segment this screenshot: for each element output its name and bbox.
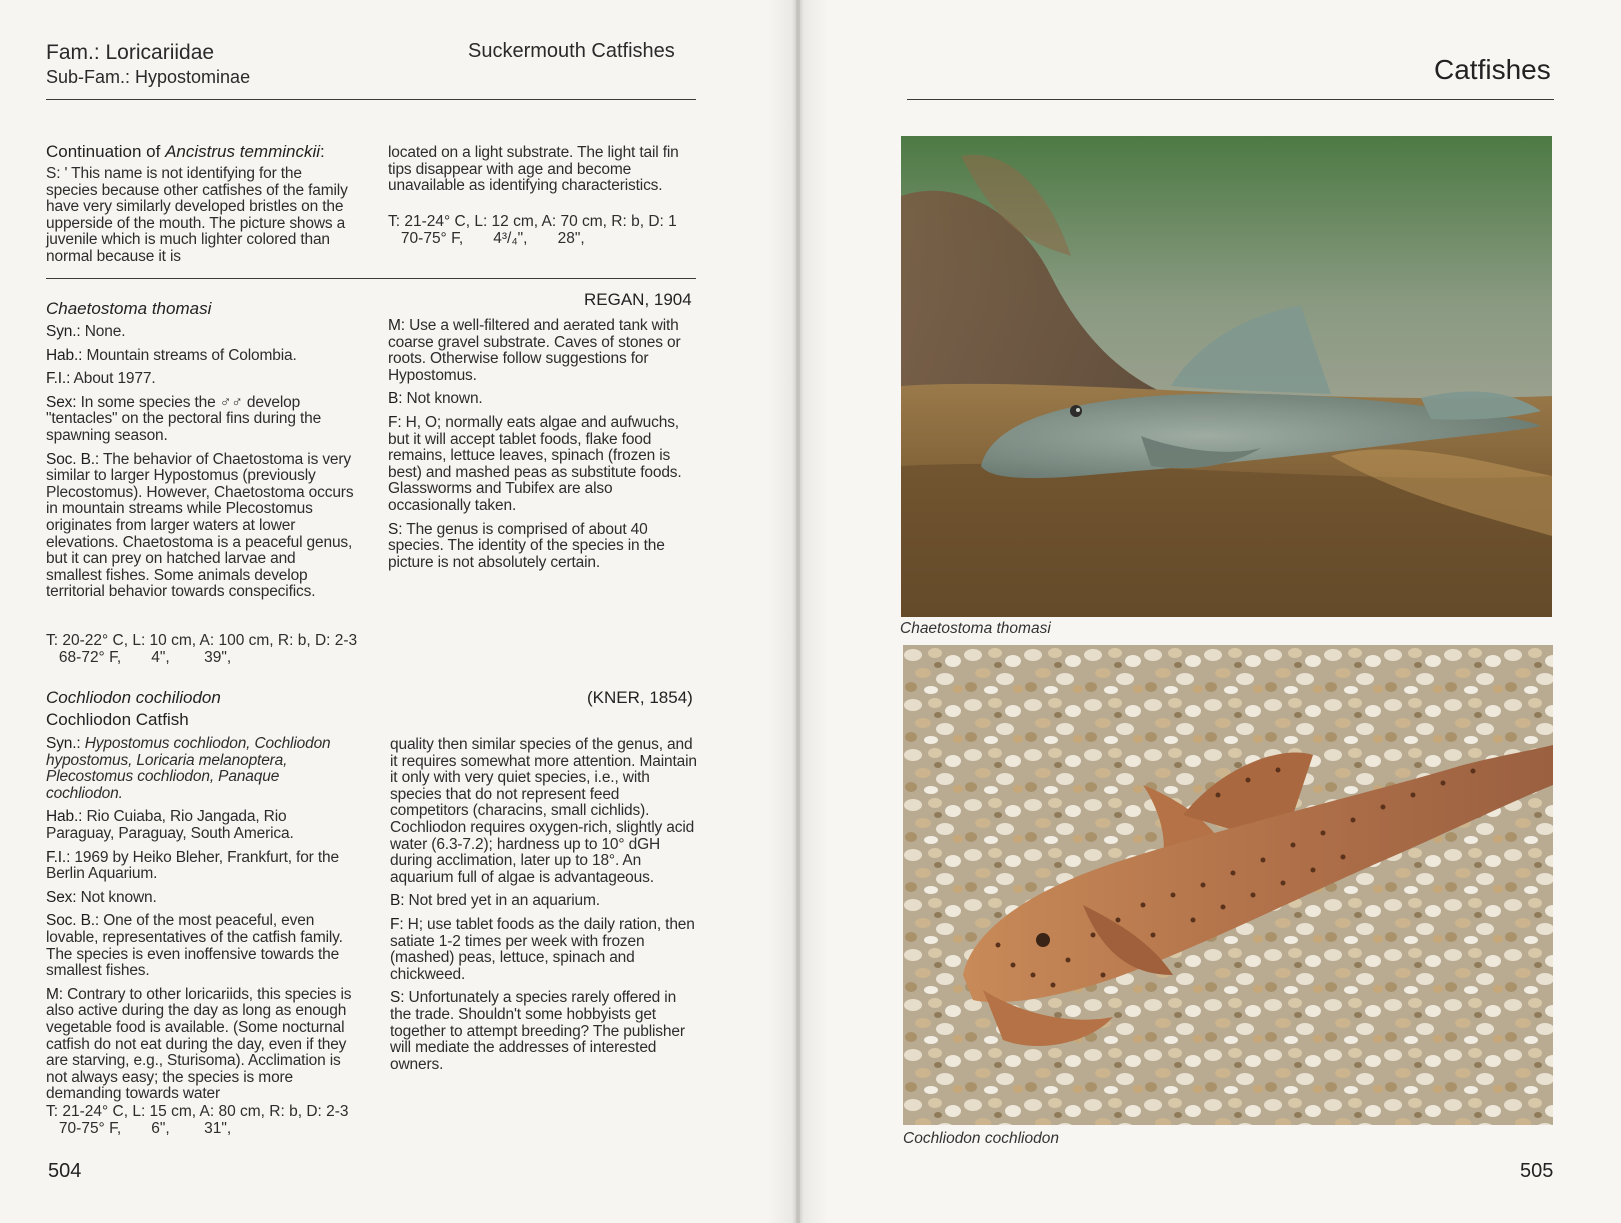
f-value: H; use tablet foods as the daily ration, then satiate 1-2 times per week with frozen (mashed) peas, lettuce, spinach and chickweed. [390,915,695,983]
chaetostoma-col2 [388,318,696,578]
f-value: H, O; normally eats algae and aufwuchs, but it will accept tablet foods, flake food remains, lettuce leaves, spinach (frozen is best) and mashed peas as substitute foods. Glassworms and Tubifex are also occasionally taken. [388,413,682,514]
continuation-data-line1: T: 21-24° C, L: 12 cm, A: 70 cm, R: b, D: 1 [388,213,677,230]
photo-cochliodon [903,645,1553,1125]
continuation-prefix: Continuation of [46,142,166,161]
right-page [800,0,1621,1223]
soc-value: One of the most peaceful, even lovable, representatives of the catfish family. The species is even inoffensive towards the smallest fishes. [46,912,343,980]
sex-label: Sex: [46,888,77,906]
chaetostoma-data [46,632,357,666]
b-label: B: [388,390,403,408]
cochliodon-data-line1: T: 21-24° C, L: 15 cm, A: 80 cm, R: b, D: 2-3 [46,1103,349,1120]
b-label: B: [390,892,405,910]
cochliodon-name: Cochliodon cochiliodon [46,688,221,707]
cochliodon-col1 [46,736,354,1110]
cochliodon-illustration [903,645,1553,1125]
m-label: M: [46,985,63,1003]
hab-value: Rio Cuiaba, Rio Jangada, Rio Paraguay, Paraguay, South America. [46,808,294,842]
syn-value: Hypostomus cochliodon, Cochliodon hypostomus, Loricaria melanoptera, Plecostomus cochliodon, Panaque cochliodon. [46,735,331,802]
fi-value: 1969 by Heiko Bleher, Frankfurt, for the Berlin Aquarium. [46,848,339,883]
chaetostoma-author: REGAN, 1904 [584,290,692,309]
soc-label: Soc. B.: [46,912,100,930]
cochliodon-common-name: Cochliodon Catfish [46,710,189,729]
chaetostoma-fi [46,371,354,388]
fi-label: F.I.: [46,370,71,388]
syn-label: Syn.: [46,735,81,752]
cochliodon-b [390,893,698,910]
cochliodon-col2 [390,737,698,1080]
m-value: Contrary to other loricariids, this species is also active during the day as long as enough vegetable food is available. (Some nocturnal catfish do not eat during the day, even if they are starving, e.g., Sturisoma). Acclimation is not always easy; the species is more demanding towards water [46,985,352,1103]
chaetostoma-data-line2: 68-72° F, 4", 39", [46,649,232,666]
sex-value: In some species the ♂♂ develop "tentacles" on the pectoral fins during the spawning season. [46,393,322,444]
family-label: Fam.: Loricariidae [46,41,215,64]
chaetostoma-name: Chaetostoma thomasi [46,299,212,318]
photo-chaetostoma [901,136,1552,617]
cochliodon-sex [46,890,354,907]
continuation-suffix: : [320,142,325,161]
cochliodon-m [46,987,354,1103]
chaetostoma-b [388,391,696,408]
f-label: F: [390,915,404,933]
continuation-data-line2: 70-75° F, 4³/₄", 28", [388,230,585,247]
cochliodon-data [46,1103,349,1137]
hab-label: Hab.: [46,346,83,364]
left-page [0,0,796,1223]
chaetostoma-syn [46,324,354,341]
cochliodon-s [390,990,698,1073]
cochliodon-soc [46,913,354,979]
page-number-right: 505 [1520,1160,1554,1182]
cochliodon-hab [46,809,354,842]
continuation-col2: located on a light substrate. The light tail fin tips disappear with age and become unavailable as identifying characteristics. [388,144,679,195]
page-title: Catfishes [1434,54,1551,85]
m-label: M: [388,317,405,334]
cochliodon-author: (KNER, 1854) [587,688,693,707]
syn-label: Syn.: [46,323,81,340]
continuation-species: Ancistrus temminckii [165,142,321,161]
hab-label: Hab.: [46,808,83,826]
b-value: Not known. [406,390,483,408]
continuation-heading [46,142,325,162]
header-rule [46,99,696,100]
group-title: Suckermouth Catfishes [468,40,675,62]
chaetostoma-illustration [901,136,1552,617]
section-rule [46,278,696,279]
continuation-col1: S: ' This name is not identifying for the species because other catfishes of the family have very similarly developed bristles on the upperside of the mouth. The picture shows a juvenile which is much lighter colored than normal because it is [46,165,348,265]
chaetostoma-data-line1: T: 20-22° C, L: 10 cm, A: 100 cm, R: b, D: 2-3 [46,632,358,649]
chaetostoma-m [388,318,696,384]
cochliodon-f [390,917,698,983]
continuation-data [388,213,677,247]
fi-value: About 1977. [73,370,156,388]
sex-label: Sex: [46,393,77,411]
fi-label: F.I.: [46,848,71,866]
syn-value: None. [84,323,126,340]
cochliodon-fi [46,850,354,883]
chaetostoma-sex [46,395,354,445]
chaetostoma-hab [46,348,354,365]
soc-label: Soc. B.: [46,450,100,468]
s-value: The genus is comprised of about 40 species. The identity of the species in the picture is not absolutely certain. [388,520,665,571]
chaetostoma-soc [46,452,354,601]
title-rule [907,99,1554,100]
s-value: Unfortunately a species rarely offered in the trade. Shouldn't some hobbyists get together to attempt breeding? The publisher will mediate the addresses of interested owners. [390,989,685,1073]
cochliodon-syn [46,736,354,802]
b-value: Not bred yet in an aquarium. [408,892,600,910]
cochliodon-m-cont: quality then similar species of the genus, and it requires somewhat more attention. Maintain it only with very quiet species, i.e., with species that do not represent feed competitors (characins, small cichlids). Cochliodon requires oxygen-rich, slightly acid water (6.3-7.2); hardness up to 10° dGH during acclimation, later up to 18°. An aquarium full of algae is advantageous. [390,736,697,886]
caption-cochliodon: Cochliodon cochliodon [903,1130,1059,1147]
cochliodon-data-line2: 70-75° F, 6", 31", [46,1120,232,1137]
hab-value: Mountain streams of Colombia. [86,346,297,364]
soc-value: The behavior of Chaetostoma is very similar to larger Hypostomus (previously Plecostomus). However, Chaetostoma occurs in mountain streams while Plecostomus originates from larger waters at lower elevations. Chaetostoma is a peaceful genus, but it can prey on hatched larvae and smallest fishes. Some animals develop territorial behavior towards conspecifics. [46,450,354,601]
f-label: F: [388,413,402,431]
caption-chaetostoma: Chaetostoma thomasi [900,620,1051,637]
chaetostoma-f [388,415,696,515]
m-value: Use a well-filtered and aerated tank with coarse gravel substrate. Caves of stones or roots. Otherwise follow suggestions for Hypostomus. [388,317,681,384]
sex-value: Not known. [80,888,157,906]
chaetostoma-col1 [46,324,354,608]
s-label: S: [388,520,403,538]
page-number-left: 504 [48,1160,82,1182]
book-gutter [768,0,828,1223]
chaetostoma-s [388,522,696,572]
subfamily-label: Sub-Fam.: Hypostominae [46,67,251,87]
s-label: S: [390,989,405,1007]
